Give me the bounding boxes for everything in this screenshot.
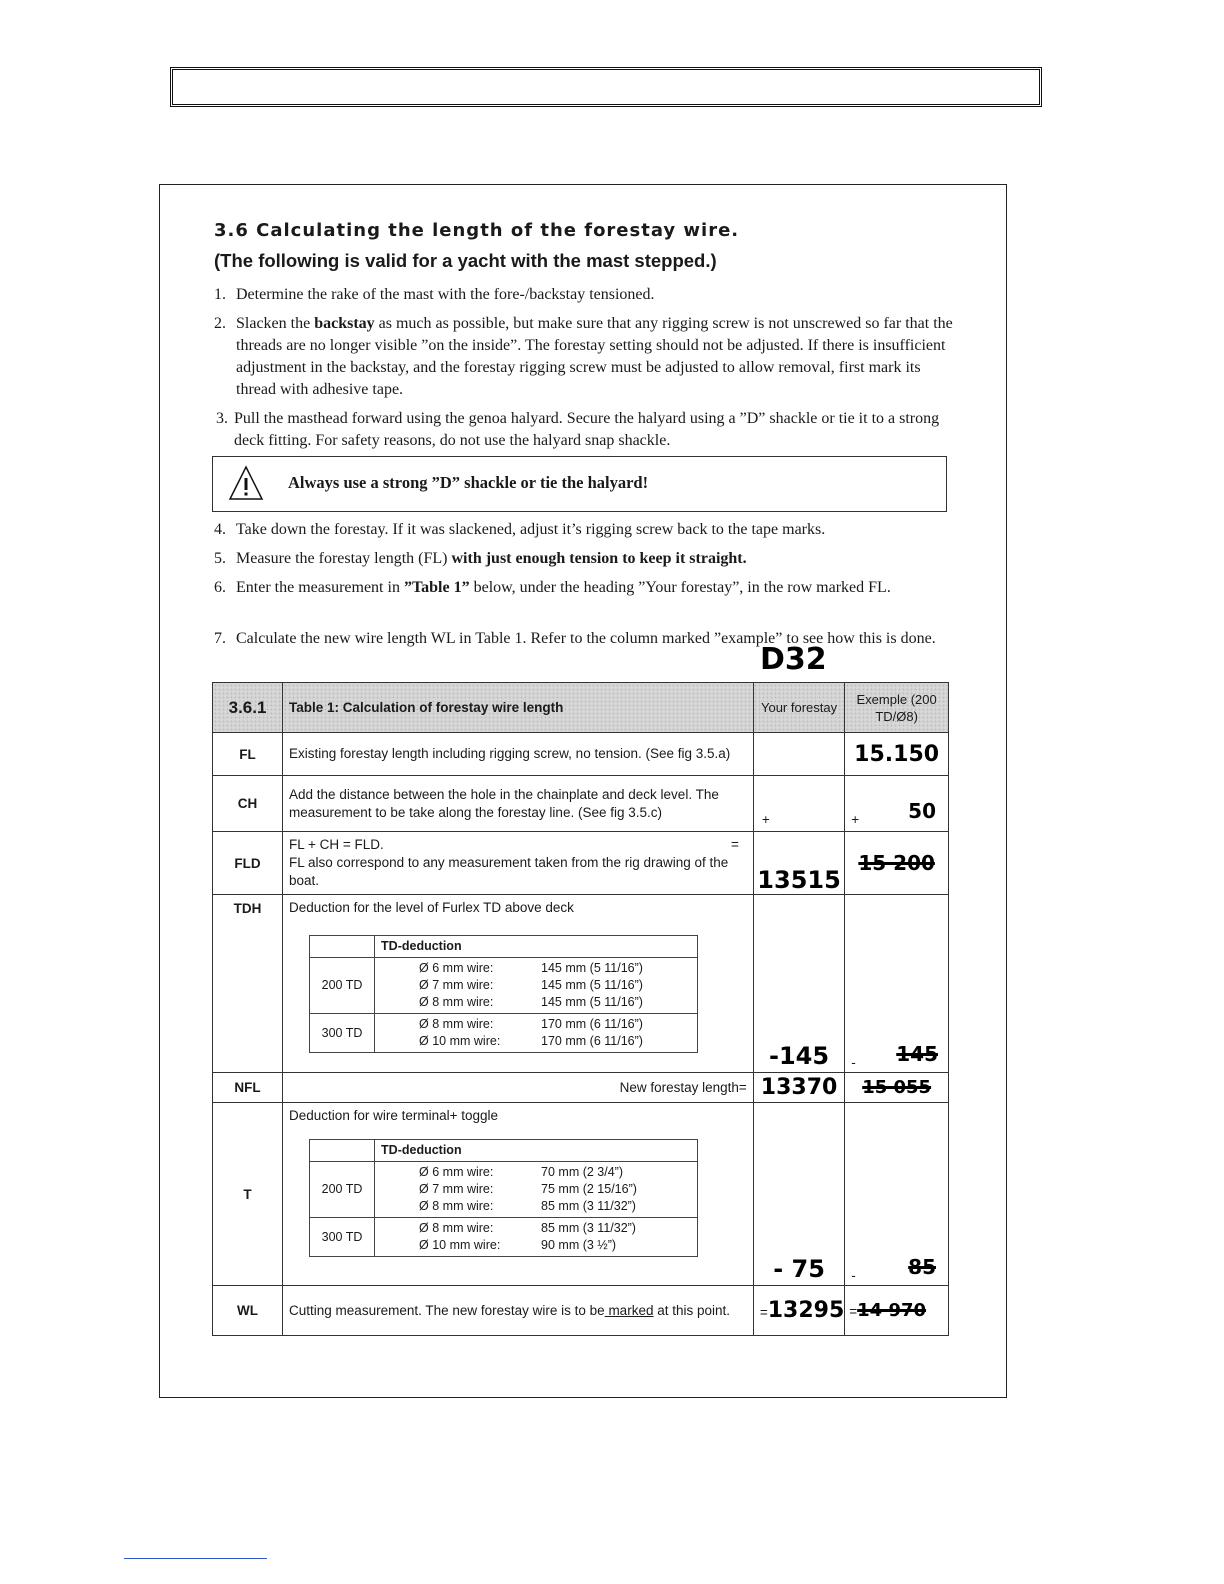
row-ch bbox=[213, 776, 949, 832]
row-tdh bbox=[213, 895, 949, 1073]
example-value: 14 970 bbox=[857, 1300, 927, 1321]
td-deduction-header: TD-deduction bbox=[375, 936, 698, 958]
col-header-your-forestay: Your forestay bbox=[753, 683, 844, 733]
fld-note: FL also correspond to any measurement taken from the rig drawing of the boat. bbox=[289, 855, 729, 888]
your-value-cell bbox=[753, 1103, 844, 1286]
step-number: 7. bbox=[214, 630, 226, 647]
td-deduction-header: TD-deduction bbox=[375, 1140, 698, 1162]
row-description: Existing forestay length including rigging screw, no tension. (See fig 3.5.a) bbox=[283, 733, 754, 776]
deduction-value: 90 mm (3 ½”) bbox=[541, 1238, 617, 1252]
example-value-cell bbox=[845, 776, 949, 832]
your-value-cell bbox=[753, 1073, 844, 1103]
term-row-200 bbox=[310, 1162, 698, 1218]
wl-text: at this point. bbox=[653, 1303, 731, 1318]
wl-text-underlined: marked bbox=[604, 1303, 654, 1318]
operator-sign: + bbox=[761, 812, 770, 827]
your-value: -145 bbox=[769, 1042, 830, 1070]
row-description: Add the distance between the hole in the chainplate and deck level. The measurement to be take along the forestay line. (See fig 3.5.c) bbox=[283, 776, 754, 832]
td-row-300 bbox=[310, 1014, 698, 1053]
row-fl bbox=[213, 733, 949, 776]
warning-text: Always use a strong ”D” shackle or tie the halyard! bbox=[288, 473, 649, 492]
step-text-bold: with just enough tension to keep it straight. bbox=[451, 550, 747, 567]
warning-box bbox=[212, 456, 947, 512]
td-values bbox=[375, 958, 698, 1014]
row-nfl bbox=[213, 1073, 949, 1103]
deduction-value: 145 mm (5 11/16”) bbox=[541, 961, 643, 975]
step-number: 6. bbox=[214, 579, 226, 596]
row-code: CH bbox=[213, 776, 283, 832]
example-value-cell bbox=[845, 895, 949, 1073]
step-number: 3. bbox=[216, 410, 228, 427]
section-subtitle: (The following is valid for a yacht with the mast stepped.) bbox=[214, 250, 717, 271]
fld-formula: FL + CH = FLD. bbox=[289, 837, 384, 852]
deduction-value: 170 mm (6 11/16”) bbox=[541, 1017, 643, 1031]
step-text-bold: backstay bbox=[314, 315, 375, 332]
example-value: 145 bbox=[896, 1042, 938, 1066]
step-text-part: Measure the forestay length (FL) bbox=[236, 550, 452, 567]
row-description: Deduction for wire terminal+ toggle bbox=[289, 1108, 499, 1123]
step-text-bold: ”Table 1” bbox=[403, 579, 470, 596]
wire-size: Ø 7 mm wire: bbox=[419, 1182, 494, 1196]
row-description: New forestay length= bbox=[283, 1073, 754, 1103]
deduction-value: 70 mm (2 3/4”) bbox=[541, 1165, 623, 1179]
td-values bbox=[375, 1162, 698, 1218]
step-text bbox=[236, 548, 954, 570]
step-number: 4. bbox=[214, 521, 226, 538]
section-title: 3.6 Calculating the length of the forestay wire. bbox=[214, 220, 740, 241]
row-code: FLD bbox=[213, 832, 283, 895]
table-section-number: 3.6.1 bbox=[213, 683, 283, 733]
td-deduction-table bbox=[309, 935, 698, 1053]
step-text-part: as much as possible, but make sure that any rigging screw is not unscrewed so far that the threads are no longer visible ”on the inside”. The forestay setting should not be adjusted. If there is insufficient adjustment in the backstay, and the forestay rigging screw must be adjusted to allow removal, first mark its thread with adhesive tape. bbox=[236, 315, 953, 398]
col-header-example: Exemple (200 TD/Ø8) bbox=[845, 683, 949, 733]
step-text-part: Slacken the bbox=[236, 315, 315, 332]
row-wl bbox=[213, 1286, 949, 1336]
step-number: 1. bbox=[214, 286, 226, 303]
your-value: - 75 bbox=[773, 1255, 825, 1283]
warning-icon bbox=[228, 465, 264, 501]
example-value-cell bbox=[845, 832, 949, 895]
wire-size: Ø 8 mm wire: bbox=[419, 995, 494, 1009]
row-t bbox=[213, 1103, 949, 1286]
your-value-cell bbox=[753, 776, 844, 832]
operator-sign: = bbox=[759, 1305, 768, 1320]
deduction-value: 145 mm (5 11/16”) bbox=[541, 995, 643, 1009]
example-value-cell bbox=[845, 1103, 949, 1286]
step-text bbox=[236, 577, 954, 599]
table-title: Table 1: Calculation of forestay wire length bbox=[283, 683, 754, 733]
operator-sign: - bbox=[851, 1268, 856, 1283]
step-number: 5. bbox=[214, 550, 226, 567]
wire-size: Ø 8 mm wire: bbox=[419, 1199, 494, 1213]
step-text bbox=[236, 313, 954, 401]
step-6 bbox=[214, 577, 954, 599]
row-description bbox=[283, 1286, 754, 1336]
example-value: 15.150 bbox=[854, 741, 940, 767]
forestay-table bbox=[212, 682, 949, 1336]
step-4 bbox=[214, 519, 954, 541]
td-values bbox=[375, 1014, 698, 1053]
wire-size: Ø 10 mm wire: bbox=[419, 1238, 501, 1252]
table-header-row bbox=[213, 683, 949, 733]
equals-sign: = bbox=[730, 837, 739, 852]
step-7 bbox=[214, 628, 954, 650]
step-number: 2. bbox=[214, 315, 226, 332]
example-value-cell bbox=[845, 1286, 949, 1336]
your-value: 13370 bbox=[760, 1075, 838, 1100]
row-description: Deduction for the level of Furlex TD above deck bbox=[289, 900, 574, 915]
deduction-value: 85 mm (3 11/32”) bbox=[541, 1199, 636, 1213]
example-value: 50 bbox=[908, 799, 936, 823]
row-code: WL bbox=[213, 1286, 283, 1336]
td-values bbox=[375, 1218, 698, 1257]
wire-size: Ø 8 mm wire: bbox=[419, 1017, 494, 1031]
footer-rule bbox=[124, 1558, 267, 1559]
deduction-value: 170 mm (6 11/16”) bbox=[541, 1034, 643, 1048]
deduction-value: 145 mm (5 11/16”) bbox=[541, 978, 643, 992]
wire-size: Ø 6 mm wire: bbox=[419, 961, 494, 975]
step-2 bbox=[214, 313, 954, 401]
your-value: 13295 bbox=[767, 1298, 845, 1323]
wire-size: Ø 7 mm wire: bbox=[419, 978, 494, 992]
step-text: Take down the forestay. If it was slackened, adjust it’s rigging screw back to the tape marks. bbox=[236, 521, 826, 538]
your-value: 13515 bbox=[757, 866, 841, 894]
example-value-cell bbox=[845, 733, 949, 776]
wire-size: Ø 8 mm wire: bbox=[419, 1221, 494, 1235]
row-code: TDH bbox=[213, 895, 283, 1073]
your-value-cell bbox=[753, 895, 844, 1073]
wire-size: Ø 10 mm wire: bbox=[419, 1034, 501, 1048]
terminal-deduction-table bbox=[309, 1139, 698, 1257]
row-description-cell bbox=[283, 895, 754, 1073]
term-row-300 bbox=[310, 1218, 698, 1257]
example-value: 15 200 bbox=[858, 851, 935, 875]
header-box bbox=[170, 67, 1042, 107]
row-code: NFL bbox=[213, 1073, 283, 1103]
row-fld bbox=[213, 832, 949, 895]
step-text: Pull the masthead forward using the genoa halyard. Secure the halyard using a ”D” shackle or tie it to a strong deck fitting. For safety reasons, do not use the halyard snap shackle. bbox=[234, 410, 940, 449]
row-code: T bbox=[213, 1103, 283, 1286]
step-text: Calculate the new wire length WL in Table 1. Refer to the column marked ”example” to see how this is done. bbox=[236, 630, 936, 647]
step-text: Determine the rake of the mast with the fore-/backstay tensioned. bbox=[236, 286, 655, 303]
example-value-cell bbox=[845, 1073, 949, 1103]
operator-sign: = bbox=[849, 1304, 858, 1319]
deduction-value: 75 mm (2 15/16”) bbox=[541, 1182, 637, 1196]
step-text-part: below, under the heading ”Your forestay”, in the row marked FL. bbox=[469, 579, 891, 596]
step-5 bbox=[214, 548, 954, 570]
your-value-cell bbox=[753, 832, 844, 895]
step-text-part: Enter the measurement in bbox=[236, 579, 404, 596]
td-model: 200 TD bbox=[310, 958, 375, 1014]
row-code: FL bbox=[213, 733, 283, 776]
td-model: 300 TD bbox=[310, 1218, 375, 1257]
wl-text: Cutting measurement. The new forestay wire is to be bbox=[289, 1303, 605, 1318]
td-row-200 bbox=[310, 958, 698, 1014]
your-value-cell bbox=[753, 733, 844, 776]
step-1 bbox=[214, 284, 954, 306]
handwritten-note: D32 bbox=[760, 642, 827, 677]
your-value-cell bbox=[753, 1286, 844, 1336]
row-description bbox=[283, 832, 754, 895]
example-value: 15 055 bbox=[862, 1077, 932, 1098]
operator-sign: - bbox=[851, 1055, 856, 1070]
wire-size: Ø 6 mm wire: bbox=[419, 1165, 494, 1179]
operator-sign: + bbox=[851, 812, 860, 827]
td-model: 300 TD bbox=[310, 1014, 375, 1053]
deduction-value: 85 mm (3 11/32”) bbox=[541, 1221, 636, 1235]
empty-header-cell bbox=[310, 1140, 375, 1162]
empty-header-cell bbox=[310, 936, 375, 958]
row-description-cell bbox=[283, 1103, 754, 1286]
example-value: 85 bbox=[908, 1255, 936, 1279]
td-model: 200 TD bbox=[310, 1162, 375, 1218]
step-3 bbox=[216, 408, 956, 452]
